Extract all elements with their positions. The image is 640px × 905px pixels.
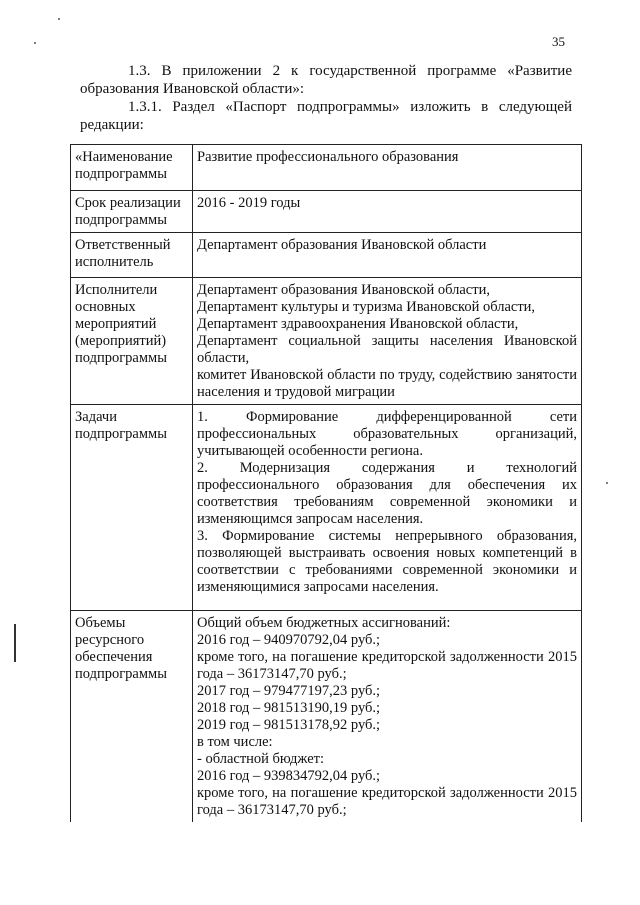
scan-speck xyxy=(34,42,36,44)
resource-line: 2016 год – 939834792,04 руб.; xyxy=(197,768,381,784)
resource-line: 2017 год – 979477197,23 руб.; xyxy=(197,683,381,699)
row-label-resources: Объемы ресурсного обеспечения подпрограммы xyxy=(71,611,193,823)
resource-line: кроме того, на погашение кредиторской задолженности 2015 года – 36173147,70 руб.; xyxy=(197,649,577,682)
row-label-responsible: Ответственный исполнитель xyxy=(71,233,193,278)
table-row xyxy=(71,278,582,405)
scan-speck xyxy=(606,482,608,484)
resource-line: 2018 год – 981513190,19 руб.; xyxy=(197,700,381,716)
page-number: 35 xyxy=(552,34,565,49)
table-row xyxy=(71,191,582,233)
executor-line: комитет Ивановской области по труду, содействию занятости населения и трудовой миграции xyxy=(197,367,577,400)
paragraph-1-3: 1.3. В приложении 2 к государственной программе «Развитие образования Ивановской области»: xyxy=(80,63,572,97)
table-row xyxy=(71,611,582,823)
row-label-executors: Исполнители основных мероприятий (мероприятий) подпрограммы xyxy=(71,278,193,405)
task-item: 1. Формирование дифференцированной сети профессиональных образовательных организаций, учитывающей особенности региона. xyxy=(197,409,577,459)
task-item: 2. Модернизация содержания и технологий профессионального образования для обеспечения их соответствия требованиям современной экономики и изменяющимся запросам населения. xyxy=(197,460,577,527)
table-row xyxy=(71,233,582,278)
resource-line: кроме того, на погашение кредиторской задолженности 2015 года – 36173147,70 руб.; xyxy=(197,785,577,818)
row-label-term: Срок реализации подпрограммы xyxy=(71,191,193,233)
executor-line: Департамент культуры и туризма Ивановской области, xyxy=(197,299,536,315)
row-value-resources xyxy=(193,611,582,823)
scan-margin-mark xyxy=(14,624,16,662)
table-row xyxy=(71,405,582,611)
scan-speck xyxy=(58,18,60,20)
executor-line: Департамент здравоохранения Ивановской области, xyxy=(197,316,519,332)
row-value-responsible: Департамент образования Ивановской области xyxy=(193,233,582,278)
passport-table xyxy=(70,144,582,822)
row-value-executors xyxy=(193,278,582,405)
resource-line: в том числе: xyxy=(197,734,273,750)
executor-line: Департамент образования Ивановской области, xyxy=(197,282,490,298)
row-label-tasks: Задачи подпрограммы xyxy=(71,405,193,611)
row-label-name: «Наименование подпрограммы xyxy=(71,145,193,191)
executor-line: Департамент социальной защиты населения Ивановской области, xyxy=(197,333,577,366)
resource-line: 2019 год – 981513178,92 руб.; xyxy=(197,717,381,733)
resource-line: 2016 год – 940970792,04 руб.; xyxy=(197,632,381,648)
paragraph-1-3-1: 1.3.1. Раздел «Паспорт подпрограммы» изложить в следующей редакции: xyxy=(80,99,572,133)
row-value-term: 2016 - 2019 годы xyxy=(193,191,582,233)
table-row xyxy=(71,145,582,191)
row-value-name: Развитие профессионального образования xyxy=(193,145,582,191)
task-item: 3. Формирование системы непрерывного образования, позволяющей выстраивать освоения новых компетенций в соответствии с требованиями современной экономики и изменяющимися запросами населения. xyxy=(197,528,577,595)
row-value-tasks xyxy=(193,405,582,611)
resource-line: - областной бюджет: xyxy=(197,751,325,767)
resource-line: Общий объем бюджетных ассигнований: xyxy=(197,615,451,631)
